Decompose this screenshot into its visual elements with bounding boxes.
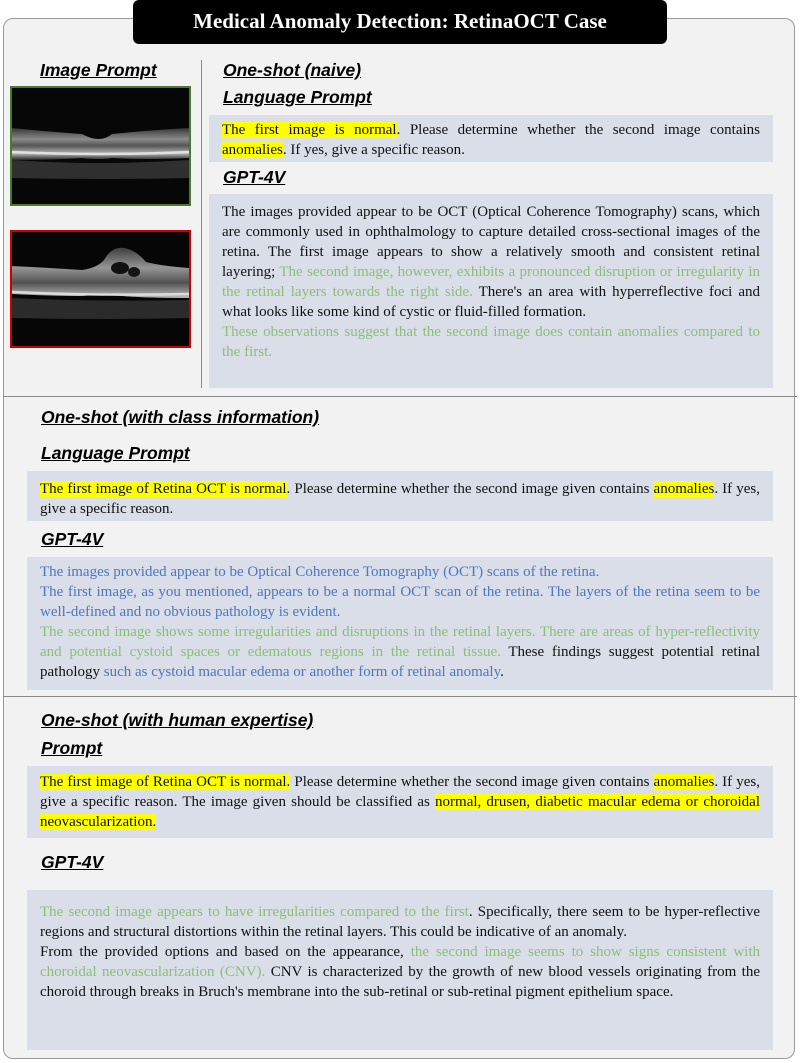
- gpt4v-label: GPT-4V: [41, 529, 104, 549]
- gpt4v-label: GPT-4V: [223, 167, 286, 187]
- gpt4v-label: GPT-4V: [41, 852, 104, 872]
- response-box-human-expertise: [27, 890, 773, 1050]
- anomaly-oct-image: [10, 230, 191, 348]
- response-box-class-info: [27, 557, 773, 690]
- prompt-text: . If yes, give a specific reason.: [282, 142, 465, 158]
- prompt-highlight-normal: The first image is normal: [222, 122, 397, 138]
- response-text: CNV is characterized by the growth of new blood vessels originating from the choroid through breaks in Bruch's membrane into the sub-retinal or sub-retinal pigment epithelium space.: [40, 964, 760, 1000]
- prompt-highlight-normal: The first image of Retina OCT is normal: [40, 481, 287, 497]
- response-text: From the provided options and based on the appearance,: [40, 944, 411, 960]
- image-prompt-label: Image Prompt: [40, 60, 157, 80]
- one-shot-class-info-label: One-shot (with class information): [41, 407, 320, 427]
- response-green-text: The second image appears to have irregularities compared to the first: [40, 904, 469, 920]
- normal-oct-scan: [12, 88, 189, 204]
- response-box-naive: [209, 194, 773, 388]
- response-green-text: The second image, however, exhibits a pronounced disruption or irregularity in the retinal layers towards the right side.: [222, 264, 760, 300]
- prompt-text: . Please determine whether the second image given contains: [286, 481, 654, 497]
- section1-divider: [201, 60, 202, 388]
- one-shot-naive-label: One-shot (naive): [223, 60, 362, 80]
- language-prompt-label: Language Prompt: [41, 443, 190, 463]
- section-divider: [3, 696, 797, 697]
- figure-title: Medical Anomaly Detection: RetinaOCT Case: [133, 0, 667, 44]
- normal-oct-image: [10, 86, 191, 206]
- response-text: .: [623, 924, 627, 940]
- prompt-highlight-classes: normal, drusen, diabetic macular edema or choroidal neovascularization.: [40, 794, 760, 830]
- anomaly-oct-scan: [12, 232, 189, 346]
- prompt-highlight-anomalies: anomalies: [222, 142, 283, 158]
- response-green-text: the second image seems to show signs consistent with choroidal neovascularization (CNV).: [40, 944, 760, 980]
- response-green-text: The second image shows some irregularities and disruptions in the retinal layers. There are areas of hyper-reflectivity and potential cystoid spaces or edematous regions in the retinal tissue.: [40, 624, 760, 660]
- prompt-highlight-anomalies: anomalies: [653, 481, 715, 497]
- prompt-label: Prompt: [41, 738, 103, 758]
- response-blue-text: such as cystoid macular edema or another form of retinal anomaly: [103, 664, 501, 680]
- prompt-box-human-expertise: [27, 766, 773, 838]
- prompt-text: . If yes, give a specific reason. The image given should be classified as: [40, 774, 760, 810]
- response-blue-text: The images provided appear to be Optical Coherence Tomography (OCT) scans of the retina.: [40, 564, 600, 580]
- response-green-text: These observations suggest that the second image does contain anomalies compared to the first.: [222, 324, 760, 360]
- response-text: The images provided appear to be OCT (Optical Coherence Tomography) scans, which are commonly used in ophthalmology to capture detailed cross-sectional images of the retina. The first image appears to show a relatively smooth and consistent retinal layering;: [222, 204, 760, 280]
- prompt-highlight-normal: The first image of Retina OCT is normal.: [40, 774, 291, 790]
- response-text: These findings suggest potential retinal pathology: [40, 644, 760, 680]
- language-prompt-label: Language Prompt: [223, 87, 372, 107]
- prompt-highlight-anomalies: anomalies: [653, 774, 715, 790]
- prompt-text: . If yes, give a specific reason.: [40, 481, 760, 517]
- response-text: There's an area with hyperreflective foci and what looks like some kind of cystic or fluid-filled formation.: [222, 284, 761, 320]
- prompt-box-class-info: [27, 471, 773, 521]
- prompt-text: Please determine whether the second image given contains: [290, 774, 654, 790]
- section-divider: [3, 396, 797, 397]
- prompt-text: . Please determine whether the second image contains: [396, 122, 760, 138]
- response-blue-text: The first image, as you mentioned, appears to be a normal OCT scan of the retina. The layers of the retina seem to be well-defined and no obvious pathology is evident.: [40, 584, 760, 620]
- prompt-box-naive: [209, 115, 773, 162]
- response-text: . Specifically, there seem to be hyper-reflective regions and structural distortions within the retinal layers. This could be indicative of an anomaly: [40, 904, 760, 940]
- one-shot-human-expertise-label: One-shot (with human expertise): [41, 710, 314, 730]
- response-text: .: [500, 664, 504, 680]
